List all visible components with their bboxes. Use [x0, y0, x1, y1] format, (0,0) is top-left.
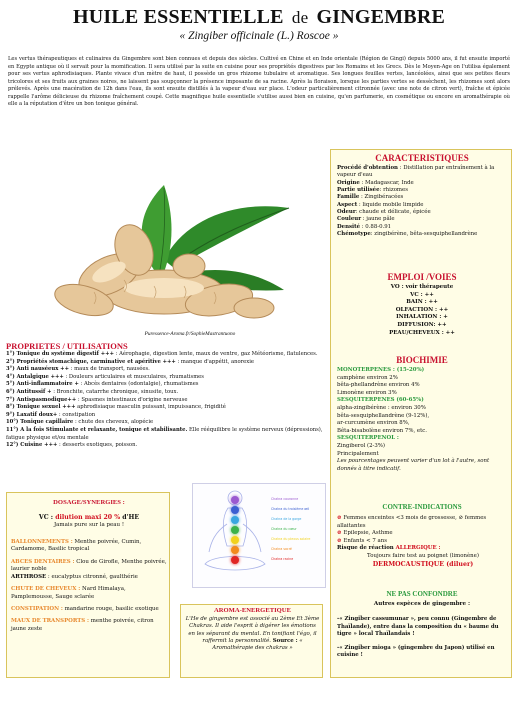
propriete-item — [6, 389, 326, 397]
caracteristique-label: Partie utilisée — [337, 187, 380, 194]
chakra-label: Chakra couronne — [271, 497, 299, 501]
propriete-name: 2°) Propriétés stomachique, carminative et apéritive +++ — [6, 358, 176, 365]
forbidden-icon: ⊘ — [337, 537, 344, 544]
forbidden-icon: ⊘ — [337, 515, 344, 521]
propriete-text: : Aérophagie, digestion lente, maux de ventre, gaz Météorisme, flatulences. — [113, 351, 318, 357]
biochimie-category: MONOTERPENES : (15-20%) — [337, 367, 425, 373]
synergie-text: Nard Himalaya, Pamplemousse, Sauge sclarée — [11, 586, 126, 600]
biochimie-item: alpha-zingibérène : environ 30% — [337, 404, 426, 411]
biochimie-category: SESQUITERPENOL : — [337, 435, 399, 442]
caracteristique-value: : jaune pâle — [361, 216, 395, 223]
propriete-item — [6, 419, 326, 427]
synergie-item — [11, 539, 167, 554]
caracteristique-label: Procédé d'obtention — [337, 165, 398, 171]
caracteristique-label: Odeur — [337, 209, 356, 216]
caracteristique-label: Densité — [337, 223, 361, 230]
propriete-name: 12°) Cuisine +++ — [6, 442, 58, 449]
propriete-text: aphrodisiaque masculin puissant, impuissance, frigidité — [75, 404, 226, 411]
synergie-category: ABCES DENTAIRES : — [11, 558, 75, 565]
emploi-item: OLFACTION : ++ — [395, 306, 449, 313]
contre-indications-title: CONTRE-INDICATIONS — [382, 503, 462, 511]
photo-credit: Puressence-Aroma.fr/SophieMastrantuono — [144, 331, 236, 337]
propriete-name: 7°) Antispasmodique++ — [6, 396, 77, 403]
page-subtitle: « Zingiber officinale (L.) Roscoe » — [179, 30, 339, 42]
caracteristique-value: : liquide mobile limpide — [357, 201, 424, 208]
propriete-name: 9°) Laxatif doux+ — [6, 411, 58, 418]
propriete-text: : Bronchite, catarrhe chronique, sinusite, toux. — [51, 388, 179, 395]
contre-indication-item — [337, 515, 509, 530]
caracteristique-label: Chémotype — [337, 231, 371, 238]
chakra-label: Chakra du troisième œil — [271, 507, 310, 511]
ne-pas-confondre-subtitle: Autres espèces de gingembre : — [373, 601, 471, 607]
caracteristique-row — [337, 231, 509, 238]
propriete-name: 11°) A la fois Stimulante et relaxante, tonique et stabilisante. — [6, 426, 188, 433]
propriete-name: 6°) Antitussif + — [6, 388, 52, 395]
propriete-name: 3°) Anti nauséeux ++ — [6, 366, 69, 373]
propriete-name: 4°) Antalgique +++ — [6, 373, 64, 380]
caracteristique-value: : zingibérène, bêta-sesquiphellandrène — [370, 231, 478, 238]
caracteristique-value: : chaude et délicate, épicée — [355, 209, 431, 216]
emploi-item: VO : voir thérapeute — [390, 284, 454, 290]
biochimie-title: BIOCHIMIE — [396, 355, 448, 365]
chakra-label: Chakra racine — [271, 557, 294, 561]
propriete-name: 8°) Tonique sexuel +++ — [6, 404, 76, 411]
dermocaustique-warning: DERMOCAUSTIQUE (diluer) — [372, 560, 474, 568]
caracteristique-row — [337, 165, 509, 180]
intro-paragraph: Les vertus thérapeutiques et culinaires du Gingembre sont bien connues et depuis des siècles. Cultivé en Chine et en Inde orientale (Région de Gingi) depuis 5000 ans, il fut ensuite importé en Egypte antique où il servait pour la momification. Il sera utilisé par la suite en cuisine pour ses propriétés digestives par les Romains et les Grecs. Dès le Moyen-Age on l'utilisa également pour ses vertus aphrodisiaques. Plante vivace d'un mètre de haut, il possède un gros rhizome tubulaire et aromatique. Ses longues feuilles vertes, lancéolées, ainsi que ses petites fleurs tricolores et ses fruits aux graines noires, ne laissent pas soupçonner la présence imposante de sa racine. Après la floraison, lorsque les parties vertes se dessèchent, les rhizomes sont alors prélevés. Après une macération de 12h dans l'eau, ils sont ensuite distillés à la vapeur d'eau sur place. L'odeur particulièrement citronnée (avec une note de citron vert), fraîche et épicée rappelle l'arôme délicieuse du rhizome fraîchement coupé. Cette magnifique huile essentielle s'utilise aussi bien en cuisine, qu'en parfumerie, en cosmétique ou encore en aromathérapie où elle a la réputation d'être un bon tonique général. — [8, 56, 510, 108]
caracteristique-row — [337, 194, 509, 201]
propriete-name: 10°) Tonique capillaire — [6, 419, 74, 426]
risk-line: Risque de réaction ALLERGIQUE : — [337, 545, 441, 552]
dosage-vc: VC : dilution maxi 20 % d'HE — [38, 514, 140, 521]
synergie-item — [11, 574, 167, 581]
caracteristique-value: : Zingibéracées — [359, 194, 404, 201]
chakra-dot — [231, 546, 239, 554]
contre-indication-item — [337, 530, 509, 538]
propriete-item — [6, 366, 326, 374]
caracteristique-value: : rhizomes — [379, 187, 409, 194]
propriete-name: 5°) Anti-inflammatoire + — [6, 381, 79, 388]
emploi-item: PEAU/CHEVEUX : ++ — [389, 329, 455, 336]
chakra-dot — [231, 506, 239, 514]
proprietes-title: PROPRIETES / UTILISATIONS — [6, 341, 128, 351]
caracteristique-row — [337, 202, 509, 209]
biochimie-item: Limonène environ 3% — [337, 389, 397, 396]
biochimie-item: Bêta-bisabolène environ 7%, etc. — [337, 427, 428, 434]
chakra-dot — [231, 536, 239, 544]
propriete-text: Elle rééquilibre le système nerveux (dépressions), fatigue physique et/ou mentale — [6, 426, 323, 441]
biochimie-category: SESQUITERPENES (60-65%) — [337, 397, 424, 404]
proprietes-list — [6, 351, 326, 450]
chakra-dot — [231, 516, 239, 524]
emploi-item: INHALATION : + — [396, 314, 448, 321]
synergie-item — [11, 606, 167, 613]
ginger-image — [14, 180, 310, 330]
biochimie-item: ar-curcumène environ 8%, — [337, 420, 410, 427]
chakra-label: Chakra de la gorge — [271, 517, 302, 521]
caracteristiques-panel — [330, 149, 512, 678]
biochimie-item: bêta-phellandrène environ 4% — [337, 382, 420, 389]
synergie-item — [11, 618, 167, 633]
propriete-text: : Spasmes intestinaux d'origine nerveuse — [76, 396, 188, 403]
synergie-text: Clou de Girofle, Menthe poivrée, laurier noble — [11, 558, 167, 572]
caracteristique-row — [337, 180, 509, 187]
contre-indication-text: Enfants < 7 ans — [343, 537, 387, 544]
propriete-item — [6, 381, 326, 389]
contre-indication-text: Femmes enceintes <3 mois de grossesse, ⊘ femmes allaitantes — [337, 515, 487, 529]
caracteristique-row — [337, 216, 509, 223]
chakra-illustration — [192, 483, 326, 588]
biochimie-item: Principalement — [337, 450, 379, 457]
forbidden-icon: ⊘ — [337, 530, 344, 537]
propriete-name: 1°) Tonique du système digestif +++ — [6, 351, 114, 357]
caracteristique-label: Couleur — [337, 216, 362, 223]
caracteristique-row — [337, 224, 509, 231]
propriete-text: : constipation — [57, 411, 96, 418]
ne-pas-confondre-item: -« Zingiber mioga » (gingembre du Japon) utilisé en cuisine ! — [337, 644, 495, 659]
propriete-item — [6, 427, 326, 442]
propriete-text: : manque d'appétit, anorexie — [175, 358, 254, 365]
contre-indication-text: Epilepsie, Asthme — [343, 530, 393, 537]
caracteristiques-list — [337, 165, 509, 238]
synergie-item — [11, 586, 167, 601]
propriete-text: : Abcès dentaires (odontalgie), rhumatismes — [78, 381, 199, 388]
dosage-title: DOSAGE/SYNERGIES : — [53, 499, 125, 506]
ne-pas-confondre-title: NE PAS CONFONDRE — [386, 590, 458, 598]
emploi-list — [331, 284, 513, 337]
emploi-item: BAIN : ++ — [406, 299, 438, 306]
synergie-category: BALLONNEMENTS : — [11, 539, 73, 545]
propriete-text: : desserts exotiques, poisson. — [57, 442, 138, 449]
biochimie-item: bêta-sesquiphellandrène (9-12%), — [337, 412, 430, 419]
ne-pas-confondre-item: -« Zingiber cassumunar », peu connu (Gingembre de Thaïlande), entre dans la composition du « baume du tigre » local Thaïlandais ! — [337, 616, 499, 638]
dosage-warning: Jamais pure sur la peau ! — [53, 522, 125, 528]
aroma-text: L'He de gingembre est associé au 2ème Et 3ème Chakras. Il aide l'esprit à digérer les émotions en les séparant du mental. En tonifiant l'égo, il raffermit la personnalité. Source : « Aromathérapie des chakras » — [185, 616, 320, 652]
chakra-label: Chakra sacré — [271, 547, 292, 551]
propriete-item — [6, 442, 326, 450]
synergie-text: : eucalyptus citronné, gaulthérie — [46, 574, 138, 581]
caracteristique-value: : Distillation par entraînement à la vapeur d'eau — [337, 165, 495, 179]
ne-pas-confondre-list — [337, 616, 509, 666]
caracteristique-label: Aspect — [337, 201, 358, 208]
contre-indications-list — [337, 515, 509, 568]
chakra-dot — [231, 496, 239, 504]
propriete-text: : chute des cheveux, alopécie — [73, 419, 154, 426]
propriete-text: : maux de transport, nausées. — [68, 366, 150, 373]
aroma-title: AROMA-ENERGETIQUE — [214, 607, 291, 614]
aroma-energetique-panel — [180, 604, 323, 678]
chakra-dot — [231, 556, 239, 564]
synergie-text: mandarine rouge, basilic exotique — [62, 606, 159, 613]
propriete-item — [6, 351, 326, 359]
synergie-text: menthe poivrée, citron jaune zeste — [11, 618, 154, 632]
caracteristique-label: Origine — [337, 179, 360, 186]
biochimie-item: Zingiberol (2-3%) — [337, 442, 386, 449]
chakra-label: Chakra du plexus solaire — [271, 537, 311, 541]
synergie-category: CHUTE DE CHEVEUX : — [11, 586, 81, 593]
biochimie-item: camphène environ 2% — [337, 374, 398, 381]
chakra-label: Chakra du cœur — [271, 527, 297, 531]
caracteristique-label: Famille — [337, 194, 360, 201]
biochimie-note: Les pourcentages peuvent varier d'un lot à l'autre, sont donnés à titre indicatif. — [337, 458, 490, 472]
synergie-category: ARTHROSE — [11, 574, 47, 581]
synergie-item — [11, 559, 167, 574]
emploi-title: EMPLOI /VOIES — [387, 272, 457, 282]
synergies-list — [11, 539, 167, 638]
propriete-item — [6, 404, 326, 412]
emploi-item: DIFFUSION: ++ — [397, 321, 447, 328]
caracteristiques-title: CARACTERISTIQUES — [375, 153, 469, 163]
emploi-item: VC : ++ — [410, 291, 434, 298]
caracteristique-value: : 0.88-0.91 — [360, 223, 392, 230]
synergie-text: Menthe poivrée, Cumin, Cardamome, Basilic tropical — [11, 539, 142, 553]
synergie-category: CONSTIPATION : — [11, 606, 63, 613]
caracteristique-value: : Madagascar, Inde — [359, 179, 414, 186]
risk-note: Toujours faire test au poignet (limonène) — [367, 552, 479, 559]
chakra-dot — [231, 526, 239, 534]
page-title: HUILE ESSENTIELLE de GINGEMBRE — [72, 6, 446, 28]
synergie-category: MAUX DE TRANSPORTS : — [11, 618, 89, 625]
biochimie-list — [337, 367, 509, 473]
dosage-panel — [6, 492, 170, 678]
propriete-text: : Douleurs articulaires et musculaires, rhumatismes — [63, 373, 204, 380]
